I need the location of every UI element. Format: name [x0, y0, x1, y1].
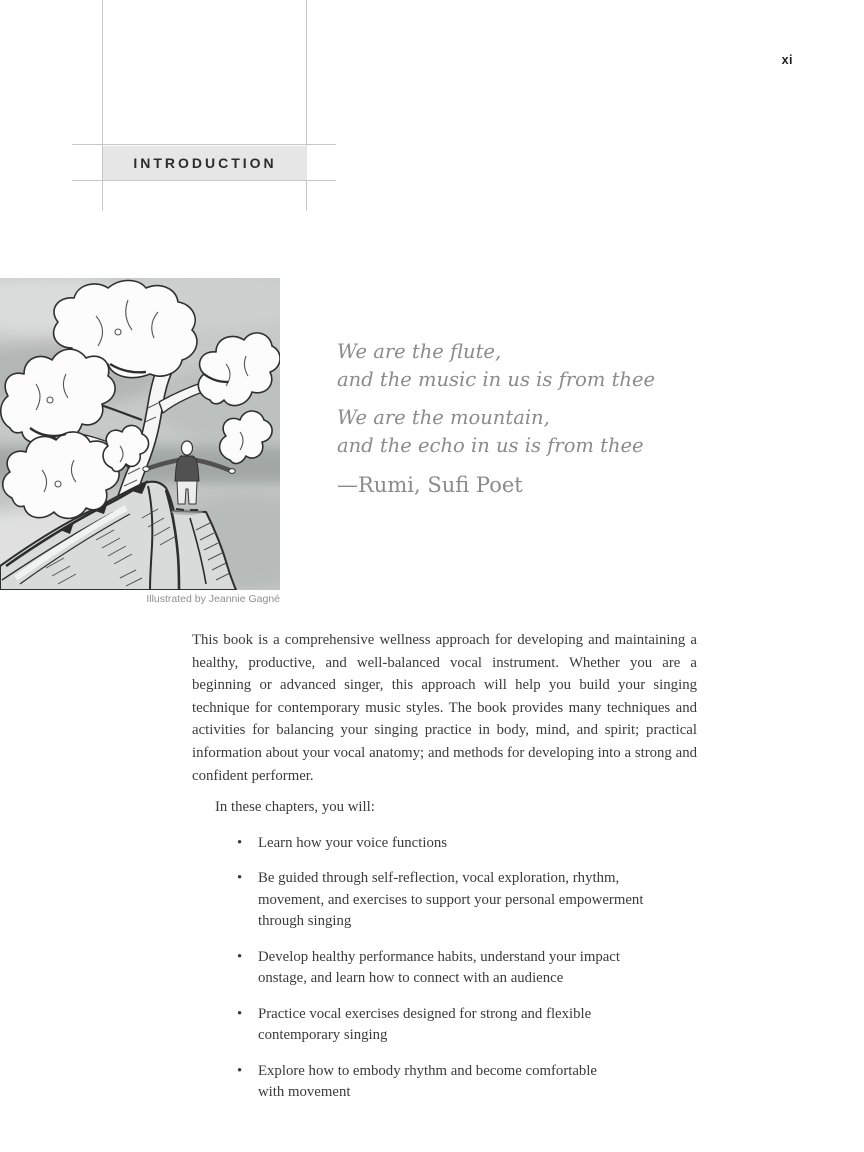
list-item-line: Explore how to embody rhythm and become comfortable [258, 1062, 597, 1079]
bullet-icon: • [237, 834, 243, 851]
list-item [237, 1061, 697, 1104]
quote-attribution: —Rumi, Sufi Poet [337, 473, 523, 497]
bullet-icon: • [237, 870, 243, 887]
list-item [237, 947, 697, 990]
list-item-text [258, 833, 670, 855]
list-item [237, 1004, 697, 1047]
list-item-line: Learn how your voice functions [258, 834, 448, 851]
list-item-line: contemporary singing [258, 1027, 388, 1044]
list-item-line: through singing [258, 913, 352, 930]
list-item-line: Be guided through self-reflection, vocal exploration, rhythm, [258, 870, 620, 887]
list-item [237, 833, 697, 855]
bullet-icon: • [237, 1005, 243, 1022]
header-horizontal-rule-top [72, 144, 336, 145]
quote-line: We are the mountain, [337, 406, 550, 429]
list-item-line: with movement [258, 1084, 351, 1101]
page-number: xi [781, 53, 793, 67]
quote-line: and the echo in us is from thee [337, 433, 644, 457]
list-item-text [258, 947, 670, 990]
list-item-text [258, 1004, 670, 1047]
list-lead-in: In these chapters, you will: [215, 799, 375, 816]
list-item-line: movement, and exercises to support your personal empowerment [258, 891, 644, 908]
chapter-title-box [103, 146, 307, 180]
figure [0, 278, 280, 605]
quote-line: and the music in us is from thee [337, 367, 656, 391]
tree-on-hill-illustration [0, 278, 280, 590]
list-item-line: Develop healthy performance habits, understand your impact [258, 948, 620, 965]
quote-stanza [337, 404, 655, 459]
intro-paragraph: This book is a comprehensive wellness approach for developing and maintaining a healthy, productive, and well-balanced vocal instrument. Whether you are a beginning or advanced singer, this approach will help you build your singing technique for contemporary music styles. The book provides many techniques and activities for balancing your singing practice in body, mind, and spirit; practical information about your vocal anatomy; and methods for developing into a strong and confident performer. [192, 632, 697, 784]
header-horizontal-rule-bottom [72, 180, 336, 181]
list-item-line: onstage, and learn how to connect with an audience [258, 970, 564, 987]
body-copy [192, 629, 697, 1118]
quote-line: We are the flute, [337, 340, 502, 363]
list-item-text [258, 868, 670, 933]
bullet-icon: • [237, 1062, 243, 1079]
list-item [237, 868, 697, 933]
list-item-line: Practice vocal exercises designed for strong and flexible [258, 1005, 592, 1022]
chapter-title: INTRODUCTION [133, 155, 277, 171]
epigraph-quote [337, 338, 655, 499]
list-item-text [258, 1061, 670, 1104]
bullet-icon: • [237, 948, 243, 965]
chapter-bullet-list [192, 833, 697, 1104]
figure-caption: Illustrated by Jeannie Gagné [146, 593, 280, 605]
quote-stanza [337, 338, 655, 393]
